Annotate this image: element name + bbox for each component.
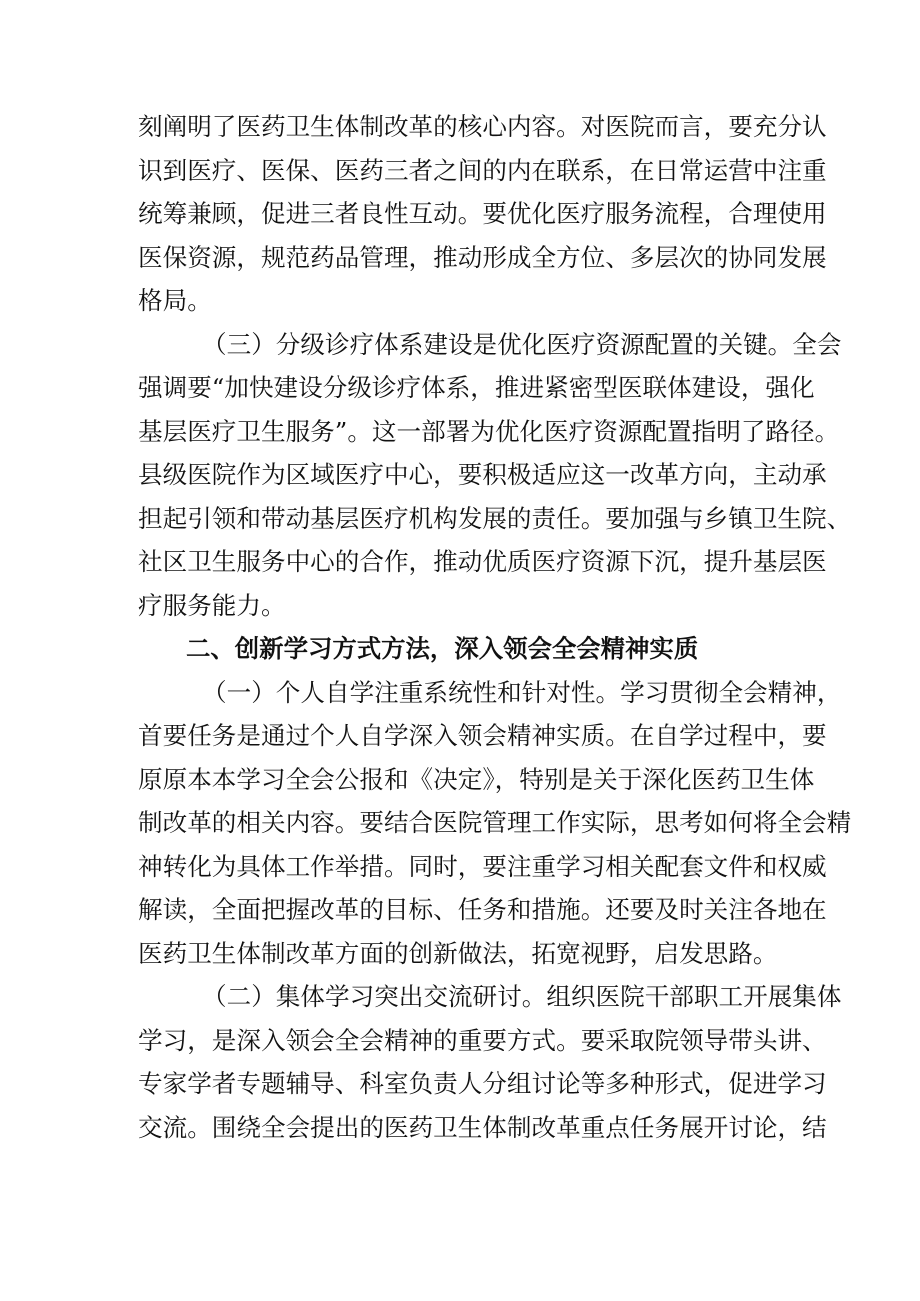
paragraph-first-line: （二）集体学习突出交流研讨。组织医院干部职工开展集体 xyxy=(202,982,842,1011)
section-heading: 二、创新学习方式方法，深入领会全会精神实质 xyxy=(186,634,699,663)
text-line: 专家学者专题辅导、科室负责人分组讨论等多种形式，促进学习 xyxy=(138,1069,827,1098)
text-line: 原原本本学习全会公报和《决定》，特别是关于深化医药卫生体 xyxy=(138,764,815,794)
text-line: 刻阐明了医药卫生体制改革的核心内容。对医院而言，要充分认 xyxy=(138,112,827,141)
text-line: 学习，是深入领会全会精神的重要方式。要采取院领导带头讲、 xyxy=(138,1025,827,1055)
text-line: 疗服务能力。 xyxy=(138,590,286,620)
text-line: 统筹兼顾，促进三者良性互动。要优化医疗服务流程，合理使用 xyxy=(138,199,827,228)
text-line: 解读，全面把握改革的目标、任务和措施。还要及时关注各地在 xyxy=(138,895,827,924)
text-line: 首要任务是通过个人自学深入领会精神实质。在自学过程中，要 xyxy=(138,721,827,750)
paragraph-first-line: （三）分级诊疗体系建设是优化医疗资源配置的关键。全会 xyxy=(202,329,842,359)
document-body xyxy=(138,105,852,1149)
text-line: 格局。 xyxy=(138,286,212,315)
paragraph-first-line: （一）个人自学注重系统性和针对性。学习贯彻全会精神， xyxy=(202,677,842,707)
text-line: 识到医疗、医保、医药三者之间的内在联系，在日常运营中注重 xyxy=(138,155,827,185)
text-line: 县级医院作为区域医疗中心，要积极适应这一改革方向，主动承 xyxy=(138,460,827,489)
text-line: 制改革的相关内容。要结合医院管理工作实际，思考如何将全会精 xyxy=(138,808,852,837)
text-line: 强调要“加快建设分级诊疗体系，推进紧密型医联体建设，强化 xyxy=(138,373,815,402)
text-line: 交流。围绕全会提出的医药卫生体制改革重点任务展开讨论，结 xyxy=(138,1112,827,1142)
text-line: 基层医疗卫生服务”。这一部署为优化医疗资源配置指明了路径。 xyxy=(138,416,840,446)
text-line: 医药卫生体制改革方面的创新做法，拓宽视野，启发思路。 xyxy=(138,938,778,968)
text-line: 神转化为具体工作举措。同时，要注重学习相关配套文件和权威 xyxy=(138,851,827,881)
text-line: 医保资源，规范药品管理，推动形成全方位、多层次的协同发展 xyxy=(138,242,827,272)
text-line: 担起引领和带动基层医疗机构发展的责任。要加强与乡镇卫生院、 xyxy=(138,503,852,533)
text-line: 社区卫生服务中心的合作，推动优质医疗资源下沉，提升基层医 xyxy=(138,547,827,576)
